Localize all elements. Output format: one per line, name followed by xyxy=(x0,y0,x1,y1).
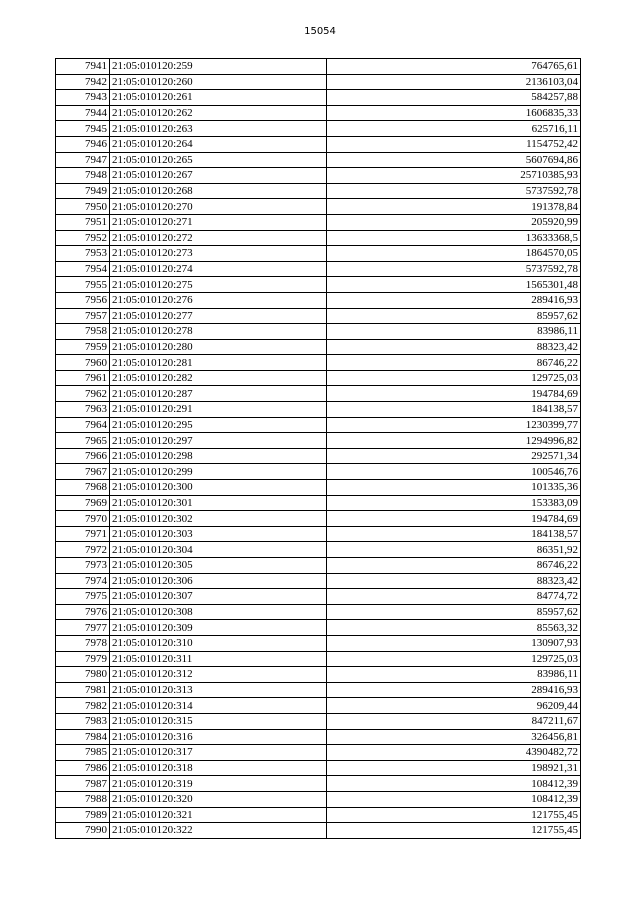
row-number: 7988 xyxy=(56,791,110,807)
cadastral-value: 205920,99 xyxy=(327,214,581,230)
table-row xyxy=(56,168,581,184)
row-number: 7965 xyxy=(56,433,110,449)
row-number: 7970 xyxy=(56,511,110,527)
table-row xyxy=(56,261,581,277)
cadastral-number: 21:05:010120:309 xyxy=(110,620,327,636)
row-number: 7943 xyxy=(56,90,110,106)
row-number: 7964 xyxy=(56,417,110,433)
cadastral-value: 194784,69 xyxy=(327,386,581,402)
table-row xyxy=(56,635,581,651)
cadastral-number: 21:05:010120:302 xyxy=(110,511,327,527)
row-number: 7951 xyxy=(56,214,110,230)
row-number: 7975 xyxy=(56,589,110,605)
cadastral-value: 129725,03 xyxy=(327,651,581,667)
table-row xyxy=(56,152,581,168)
row-number: 7957 xyxy=(56,308,110,324)
cadastral-number: 21:05:010120:274 xyxy=(110,261,327,277)
cadastral-number: 21:05:010120:280 xyxy=(110,339,327,355)
table-row xyxy=(56,791,581,807)
table-row xyxy=(56,339,581,355)
cadastral-value: 86746,22 xyxy=(327,355,581,371)
table-row xyxy=(56,121,581,137)
cadastral-value: 85563,32 xyxy=(327,620,581,636)
cadastral-number: 21:05:010120:312 xyxy=(110,667,327,683)
table-row xyxy=(56,542,581,558)
row-number: 7961 xyxy=(56,370,110,386)
cadastral-value: 96209,44 xyxy=(327,698,581,714)
cadastral-value: 83986,11 xyxy=(327,667,581,683)
cadastral-number: 21:05:010120:299 xyxy=(110,464,327,480)
table-row xyxy=(56,370,581,386)
cadastral-value: 101335,36 xyxy=(327,480,581,496)
row-number: 7984 xyxy=(56,729,110,745)
cadastral-number: 21:05:010120:318 xyxy=(110,760,327,776)
row-number: 7953 xyxy=(56,246,110,262)
cadastral-value: 198921,31 xyxy=(327,760,581,776)
cadastral-value: 100546,76 xyxy=(327,464,581,480)
table-row xyxy=(56,511,581,527)
cadastral-value: 184138,57 xyxy=(327,526,581,542)
table-row xyxy=(56,59,581,75)
cadastral-value: 88323,42 xyxy=(327,573,581,589)
cadastral-value: 326456,81 xyxy=(327,729,581,745)
table-row xyxy=(56,729,581,745)
table-row xyxy=(56,448,581,464)
row-number: 7978 xyxy=(56,635,110,651)
cadastral-number: 21:05:010120:306 xyxy=(110,573,327,589)
cadastral-value: 292571,34 xyxy=(327,448,581,464)
table-row xyxy=(56,760,581,776)
row-number: 7982 xyxy=(56,698,110,714)
cadastral-value: 5607694,86 xyxy=(327,152,581,168)
row-number: 7968 xyxy=(56,480,110,496)
cadastral-value: 1294996,82 xyxy=(327,433,581,449)
cadastral-value: 85957,62 xyxy=(327,308,581,324)
row-number: 7971 xyxy=(56,526,110,542)
table-row xyxy=(56,745,581,761)
cadastral-number: 21:05:010120:321 xyxy=(110,807,327,823)
page-number: 15054 xyxy=(304,26,336,37)
table-row xyxy=(56,277,581,293)
row-number: 7960 xyxy=(56,355,110,371)
table-row xyxy=(56,292,581,308)
cadastral-number: 21:05:010120:264 xyxy=(110,136,327,152)
cadastral-number: 21:05:010120:305 xyxy=(110,558,327,574)
table-row xyxy=(56,464,581,480)
table-row xyxy=(56,183,581,199)
cadastral-value: 86746,22 xyxy=(327,558,581,574)
cadastral-number: 21:05:010120:319 xyxy=(110,776,327,792)
cadastral-value: 1864570,05 xyxy=(327,246,581,262)
table-row xyxy=(56,214,581,230)
cadastral-number: 21:05:010120:295 xyxy=(110,417,327,433)
row-number: 7956 xyxy=(56,292,110,308)
cadastral-number: 21:05:010120:308 xyxy=(110,604,327,620)
cadastral-number: 21:05:010120:262 xyxy=(110,105,327,121)
cadastral-value: 85957,62 xyxy=(327,604,581,620)
table-row xyxy=(56,105,581,121)
cadastral-value: 88323,42 xyxy=(327,339,581,355)
cadastral-number: 21:05:010120:260 xyxy=(110,74,327,90)
cadastral-value: 25710385,93 xyxy=(327,168,581,184)
cadastral-value: 1565301,48 xyxy=(327,277,581,293)
row-number: 7954 xyxy=(56,261,110,277)
row-number: 7958 xyxy=(56,324,110,340)
cadastral-value: 289416,93 xyxy=(327,682,581,698)
row-number: 7976 xyxy=(56,604,110,620)
cadastral-value: 83986,11 xyxy=(327,324,581,340)
cadastral-value: 86351,92 xyxy=(327,542,581,558)
row-number: 7973 xyxy=(56,558,110,574)
cadastral-value: 584257,88 xyxy=(327,90,581,106)
table-row xyxy=(56,230,581,246)
row-number: 7952 xyxy=(56,230,110,246)
table-row xyxy=(56,682,581,698)
cadastral-value: 153383,09 xyxy=(327,495,581,511)
cadastral-number: 21:05:010120:317 xyxy=(110,745,327,761)
table-row xyxy=(56,573,581,589)
row-number: 7946 xyxy=(56,136,110,152)
row-number: 7967 xyxy=(56,464,110,480)
row-number: 7945 xyxy=(56,121,110,137)
table-row xyxy=(56,651,581,667)
cadastral-value: 5737592,78 xyxy=(327,261,581,277)
cadastral-value: 129725,03 xyxy=(327,370,581,386)
row-number: 7948 xyxy=(56,168,110,184)
cadastral-number: 21:05:010120:303 xyxy=(110,526,327,542)
cadastral-value: 1230399,77 xyxy=(327,417,581,433)
cadastral-value: 191378,84 xyxy=(327,199,581,215)
table-row xyxy=(56,386,581,402)
row-number: 7950 xyxy=(56,199,110,215)
cadastral-value: 194784,69 xyxy=(327,511,581,527)
cadastral-number: 21:05:010120:287 xyxy=(110,386,327,402)
cadastral-number: 21:05:010120:268 xyxy=(110,183,327,199)
table-row xyxy=(56,308,581,324)
row-number: 7947 xyxy=(56,152,110,168)
cadastral-value: 121755,45 xyxy=(327,807,581,823)
row-number: 7963 xyxy=(56,402,110,418)
cadastral-number: 21:05:010120:301 xyxy=(110,495,327,511)
row-number: 7944 xyxy=(56,105,110,121)
cadastral-number: 21:05:010120:300 xyxy=(110,480,327,496)
row-number: 7979 xyxy=(56,651,110,667)
cadastral-number: 21:05:010120:310 xyxy=(110,635,327,651)
cadastral-number: 21:05:010120:270 xyxy=(110,199,327,215)
table-row xyxy=(56,74,581,90)
row-number: 7986 xyxy=(56,760,110,776)
cadastral-number: 21:05:010120:273 xyxy=(110,246,327,262)
table-row xyxy=(56,495,581,511)
cadastral-value: 289416,93 xyxy=(327,292,581,308)
cadastral-number: 21:05:010120:271 xyxy=(110,214,327,230)
row-number: 7969 xyxy=(56,495,110,511)
row-number: 7972 xyxy=(56,542,110,558)
cadastral-value: 1606835,33 xyxy=(327,105,581,121)
table-row xyxy=(56,713,581,729)
cadastral-number: 21:05:010120:267 xyxy=(110,168,327,184)
table-row xyxy=(56,402,581,418)
cadastral-number: 21:05:010120:315 xyxy=(110,713,327,729)
row-number: 7989 xyxy=(56,807,110,823)
cadastral-number: 21:05:010120:276 xyxy=(110,292,327,308)
row-number: 7942 xyxy=(56,74,110,90)
cadastral-number: 21:05:010120:263 xyxy=(110,121,327,137)
cadastral-value: 1154752,42 xyxy=(327,136,581,152)
row-number: 7985 xyxy=(56,745,110,761)
cadastral-number: 21:05:010120:304 xyxy=(110,542,327,558)
row-number: 7990 xyxy=(56,823,110,839)
table-row xyxy=(56,776,581,792)
table-row xyxy=(56,807,581,823)
cadastral-number: 21:05:010120:307 xyxy=(110,589,327,605)
cadastral-value: 2136103,04 xyxy=(327,74,581,90)
cadastral-value: 130907,93 xyxy=(327,635,581,651)
table-row xyxy=(56,620,581,636)
table-row xyxy=(56,90,581,106)
cadastral-number: 21:05:010120:275 xyxy=(110,277,327,293)
cadastral-value: 764765,61 xyxy=(327,59,581,75)
cadastral-number: 21:05:010120:314 xyxy=(110,698,327,714)
table-row xyxy=(56,324,581,340)
cadastral-number: 21:05:010120:322 xyxy=(110,823,327,839)
cadastral-value: 121755,45 xyxy=(327,823,581,839)
cadastral-number: 21:05:010120:291 xyxy=(110,402,327,418)
table-row xyxy=(56,589,581,605)
cadastral-number: 21:05:010120:316 xyxy=(110,729,327,745)
cadastral-number: 21:05:010120:298 xyxy=(110,448,327,464)
cadastral-value: 108412,39 xyxy=(327,791,581,807)
cadastral-value: 13633368,5 xyxy=(327,230,581,246)
row-number: 7941 xyxy=(56,59,110,75)
table-row xyxy=(56,355,581,371)
table-row xyxy=(56,199,581,215)
table-row xyxy=(56,604,581,620)
cadastral-number: 21:05:010120:282 xyxy=(110,370,327,386)
row-number: 7962 xyxy=(56,386,110,402)
cadastral-value: 108412,39 xyxy=(327,776,581,792)
table-row xyxy=(56,480,581,496)
cadastral-value: 4390482,72 xyxy=(327,745,581,761)
row-number: 7949 xyxy=(56,183,110,199)
cadastral-value-table xyxy=(55,58,581,839)
row-number: 7974 xyxy=(56,573,110,589)
table-row xyxy=(56,558,581,574)
table-row xyxy=(56,698,581,714)
cadastral-number: 21:05:010120:261 xyxy=(110,90,327,106)
cadastral-number: 21:05:010120:281 xyxy=(110,355,327,371)
cadastral-number: 21:05:010120:297 xyxy=(110,433,327,449)
table-row xyxy=(56,136,581,152)
table-row xyxy=(56,526,581,542)
row-number: 7977 xyxy=(56,620,110,636)
cadastral-value: 847211,67 xyxy=(327,713,581,729)
row-number: 7966 xyxy=(56,448,110,464)
row-number: 7983 xyxy=(56,713,110,729)
cadastral-value: 84774,72 xyxy=(327,589,581,605)
row-number: 7955 xyxy=(56,277,110,293)
cadastral-value: 5737592,78 xyxy=(327,183,581,199)
cadastral-value: 184138,57 xyxy=(327,402,581,418)
row-number: 7987 xyxy=(56,776,110,792)
cadastral-number: 21:05:010120:320 xyxy=(110,791,327,807)
cadastral-number: 21:05:010120:277 xyxy=(110,308,327,324)
cadastral-number: 21:05:010120:272 xyxy=(110,230,327,246)
table-row xyxy=(56,667,581,683)
table-row xyxy=(56,433,581,449)
row-number: 7980 xyxy=(56,667,110,683)
cadastral-number: 21:05:010120:259 xyxy=(110,59,327,75)
cadastral-number: 21:05:010120:265 xyxy=(110,152,327,168)
table-row xyxy=(56,246,581,262)
cadastral-number: 21:05:010120:313 xyxy=(110,682,327,698)
table-row xyxy=(56,417,581,433)
row-number: 7959 xyxy=(56,339,110,355)
table-row xyxy=(56,823,581,839)
cadastral-number: 21:05:010120:311 xyxy=(110,651,327,667)
table-body xyxy=(56,59,581,839)
row-number: 7981 xyxy=(56,682,110,698)
cadastral-value: 625716,11 xyxy=(327,121,581,137)
cadastral-number: 21:05:010120:278 xyxy=(110,324,327,340)
